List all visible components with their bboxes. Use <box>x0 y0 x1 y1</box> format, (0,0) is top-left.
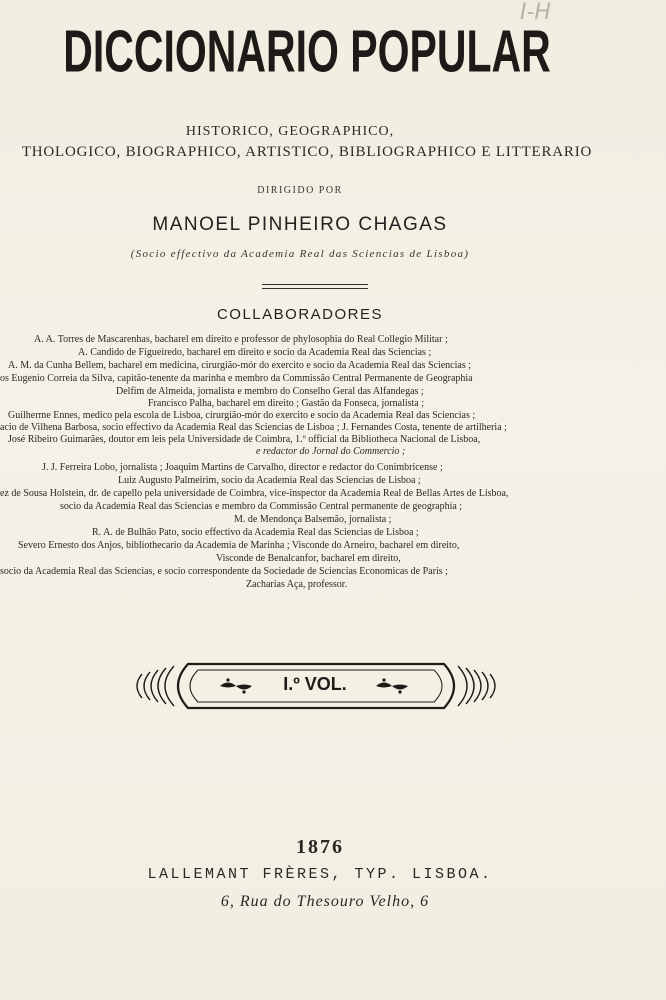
collaborator-line: Francisco Palha, bacharel em direito ; Gastão da Fonseca, jornalista ; <box>148 398 425 409</box>
editor-name: MANOEL PINHEIRO CHAGAS <box>152 214 448 235</box>
collaborator-line: A. Candido de Figueiredo, bacharel em direito e socio da Academia Real das Sciencias ; <box>78 347 432 358</box>
collaborator-line: Guilherme Ennes, medico pela escola de Lisboa, cirurgião-mór do exercito e socio da Academia Real das Sciencias ; <box>8 410 476 421</box>
collaborators-heading: COLLABORADORES <box>216 306 384 323</box>
printer-line: LALLEMANT FRÈRES, TYP. LISBOA. <box>147 866 493 883</box>
collaborator-line: e redactor do Jornal do Commercio ; <box>256 446 406 457</box>
collaborator-line: J. J. Ferreira Lobo, jornalista ; Joaquim Martins de Carvalho, director e redactor do Conimbricense ; <box>42 462 443 473</box>
pencil-note: I-H <box>520 0 551 25</box>
collaborator-line: A. A. Torres de Mascarenhas, bacharel em direito e professor de phylosophia do Real Collegio Militar ; <box>34 334 448 345</box>
collaborator-line: socio da Academia Real das Sciencias, e socio correspondente da Sociedade de Sciencias Economicas de Paris ; <box>0 566 448 577</box>
collaborator-line: Luiz Augusto Palmeirim, socio da Academia Real das Sciencias de Lisboa ; <box>118 475 421 486</box>
publication-year: 1876 <box>296 836 344 858</box>
collaborator-line: Delfim de Almeida, jornalista e membro do Conselho Geral das Alfandegas ; <box>116 386 424 397</box>
subtitle-line-2: THOLOGICO, BIOGRAPHICO, ARTISTICO, BIBLIOGRAPHICO E LITTERARIO <box>21 144 593 160</box>
collaborator-line: Zacharias Aça, professor. <box>246 579 348 590</box>
collaborator-line: os Eugenio Correia da Silva, capitão-tenente da marinha e membro da Commissão Central Permanente de Geographia <box>0 373 473 384</box>
subtitle-line-1: HISTORICO, GEOGRAPHICO, <box>185 124 395 139</box>
collaborator-line: Visconde de Benalcanfor, bacharel em direito, <box>216 553 401 564</box>
collaborator-line: M. de Mendonça Balsemão, jornalista ; <box>234 514 392 525</box>
volume-label: I.º VOL. <box>283 674 347 694</box>
collaborator-line: A. M. da Cunha Bellem, bacharel em medicina, cirurgião-mór do exercito e socio da Academia Real das Sciencias ; <box>8 360 471 371</box>
printer-address: 6, Rua do Thesouro Velho, 6 <box>220 893 430 910</box>
collaborator-line: José Ribeiro Guimarães, doutor em leis pela Universidade de Coimbra, 1.º official da Bibliotheca Nacional de Lisboa, <box>8 434 481 445</box>
editor-role: (Socio effectivo da Academia Real das Sciencias de Lisboa) <box>130 248 470 260</box>
divider-rule <box>262 284 368 289</box>
collaborator-line: socio da Academia Real das Sciencias e membro da Commissão Central permanente de geographia ; <box>60 501 463 512</box>
collaborator-line: Severo Ernesto dos Anjos, bibliothecario da Academia de Marinha ; Visconde do Arneiro, bacharel em direito, <box>18 540 460 551</box>
page-title: DICCIONARIO POPULAR <box>63 18 551 85</box>
directed-by-label: DIRIGIDO POR <box>257 185 343 196</box>
collaborator-line: R. A. de Bulhão Pato, socio effectivo da Academia Real das Sciencias de Lisboa ; <box>92 527 419 538</box>
collaborator-line: ez de Sousa Holstein, dr. de capello pela universidade de Coimbra, vice-inspector da Academia Real de Bellas Artes de Lisboa, <box>0 488 509 499</box>
collaborator-line: acio de Vilhena Barbosa, socio effectivo da Academia Real das Sciencias de Lisboa ; J. Fernandes Costa, tenente de artilheria ; <box>0 422 507 433</box>
